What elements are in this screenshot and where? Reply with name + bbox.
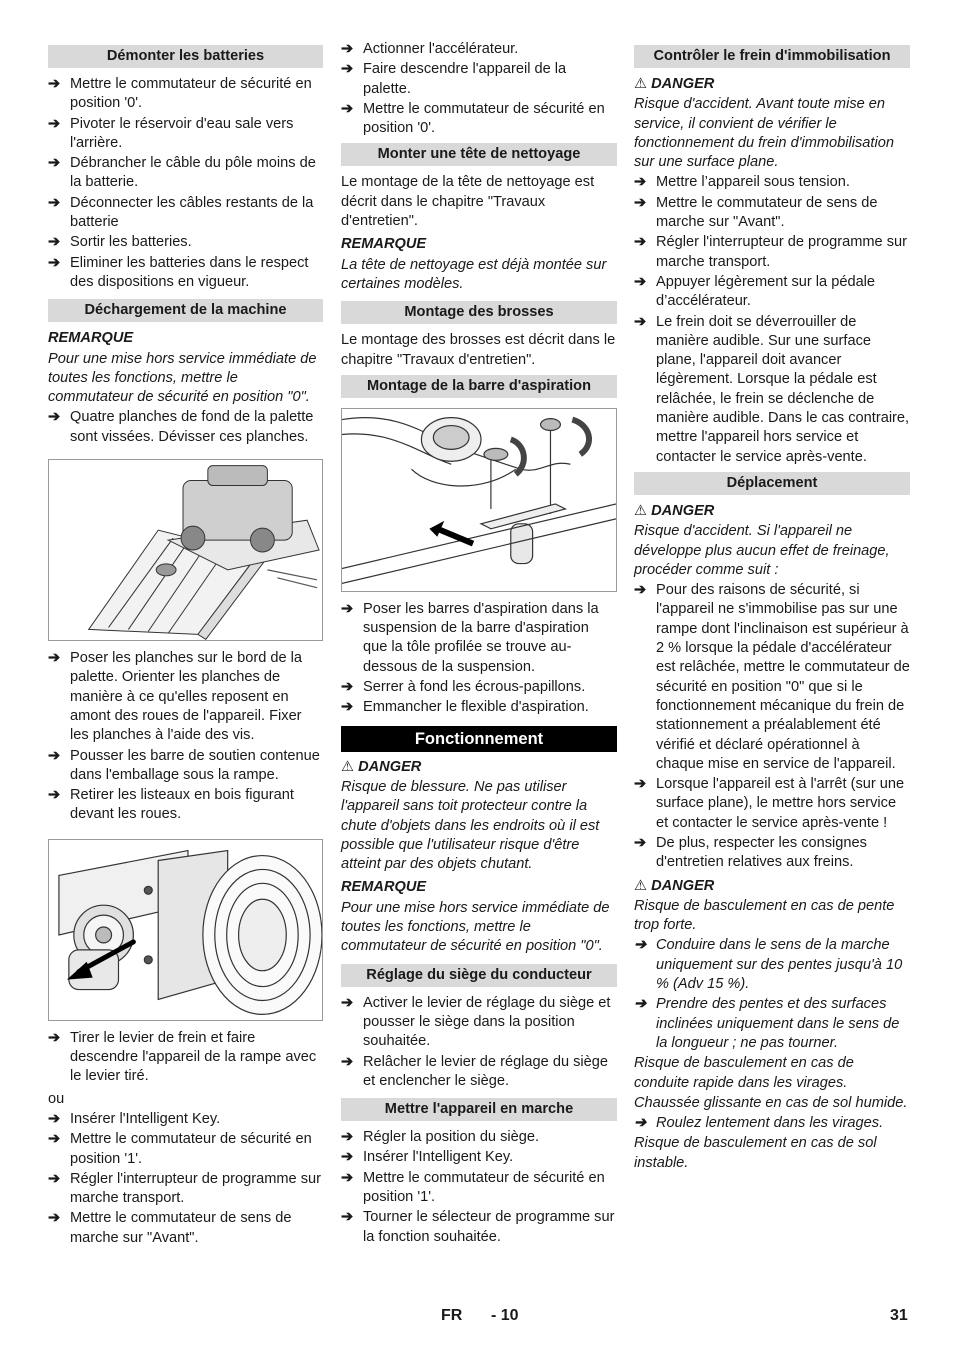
danger-label-deplacement: ⚠ DANGER (634, 502, 715, 519)
arrow-icon: ➔ (341, 41, 354, 57)
heading-marche: Mettre l'appareil en marche (341, 1098, 617, 1121)
warning-icon: ⚠ (634, 502, 648, 519)
arrow-icon: ➔ (48, 747, 61, 764)
list-item (48, 254, 323, 293)
list-item-text: Régler l'interrupteur de programme sur marche transport. (656, 234, 907, 270)
figure-brake-lever (48, 839, 323, 1021)
list-item (341, 600, 617, 677)
list-item-text: Quatre planches de fond de la palette sont vissées. Dévisser ces planches. (70, 409, 314, 445)
list-item-text: Mettre le commutateur de sens de marche sur "Avant". (70, 1210, 292, 1246)
list-marche (341, 1128, 617, 1247)
list-item-text: Mettre le commutateur de sens de marche sur "Avant". (656, 194, 878, 231)
list-item-text: Appuyer légèrement sur la pédale d’accélérateur. (656, 273, 876, 310)
list-item (341, 678, 617, 697)
list-item (48, 1170, 323, 1209)
arrow-icon: ➔ (48, 787, 61, 804)
list-item-text: Déconnecter les câbles restants de la batterie (70, 194, 314, 231)
list-siege (341, 994, 617, 1091)
heading-deplacement: Déplacement (634, 472, 910, 495)
list-item (48, 1110, 323, 1129)
list-item (48, 115, 323, 154)
list-barre (341, 600, 617, 718)
list-item (48, 1130, 323, 1169)
list-item (48, 1029, 323, 1087)
arrow-icon: ➔ (341, 1209, 354, 1226)
arrow-icon: ➔ (48, 1170, 61, 1187)
arrow-icon: ➔ (48, 155, 61, 172)
list-item-text: Eliminer les batteries dans le respect des dispositions en vigueur. (70, 254, 309, 290)
arrow-icon: ➔ (48, 115, 61, 132)
footer-lang: FR (441, 1307, 463, 1324)
list-item (341, 994, 617, 1052)
danger-label-pente: ⚠ DANGER (634, 877, 715, 894)
list-item-text: Poser les planches sur le bord de la palette. Orienter les planches de manière à ce qu'elles reposent en amont des roues de l'appareil. Fixer les planches à l'aide des vis. (70, 650, 303, 744)
arrow-icon: ➔ (341, 61, 354, 78)
list-item-text: Actionner l'accélérateur. (363, 41, 519, 57)
danger-label-frein: ⚠ DANGER (634, 76, 715, 92)
list-item (634, 173, 910, 192)
arrow-icon: ➔ (341, 679, 354, 696)
list-item-text: Insérer l'Intelligent Key. (70, 1110, 221, 1127)
arrow-icon: ➔ (634, 776, 647, 793)
arrow-icon: ➔ (634, 234, 647, 251)
list-item-text: Pousser les barre de soutien contenue dans l'emballage sous la rampe. (70, 747, 320, 783)
heading-frein: Contrôler le frein d'immobilisation (634, 45, 910, 68)
arrow-icon: ➔ (341, 600, 354, 617)
list-item (634, 273, 910, 312)
arrow-icon: ➔ (341, 1053, 354, 1070)
sol-humide-text: Chaussée glissante en cas de sol humide. (634, 1094, 908, 1111)
list-item-text: De plus, respecter les consignes d'entretien relatives aux freins. (656, 834, 867, 871)
column-left (48, 40, 323, 1249)
figure-squeegee-mount (341, 408, 617, 592)
list-item-text: Faire descendre l'appareil de la palette. (363, 61, 567, 97)
sol-instable-text: Risque de basculement en cas de sol instable. (634, 1135, 877, 1171)
monter-tete-text: Le montage de la tête de nettoyage est décrit dans le chapitre "Travaux d'entretien". (341, 174, 595, 230)
arrow-icon: ➔ (48, 1029, 61, 1046)
list-item-text: Mettre le commutateur de sécurité en position '0'. (70, 76, 312, 112)
arrow-icon: ➔ (341, 1129, 354, 1146)
heading-demonter-batteries: Démonter les batteries (48, 45, 323, 68)
arrow-icon: ➔ (634, 834, 647, 851)
list-item-text: Mettre le commutateur de sécurité en position '1'. (363, 1169, 605, 1205)
brake-lever-illustration (49, 840, 322, 1020)
warning-icon: ⚠ (341, 758, 355, 775)
arrow-icon: ➔ (48, 1110, 61, 1127)
list-item (48, 649, 323, 745)
arrow-icon: ➔ (48, 1131, 61, 1148)
list-item (341, 60, 617, 99)
brosses-text: Le montage des brosses est décrit dans le chapitre "Travaux d'entretien". (341, 332, 616, 368)
remarque-label-3: REMARQUE (341, 879, 427, 896)
list-item (634, 775, 910, 833)
arrow-icon: ➔ (341, 1169, 354, 1186)
warning-icon: ⚠ (634, 877, 648, 894)
list-item-text: Activer le levier de réglage du siège et pousser le siège dans la position souhaitée. (363, 994, 611, 1050)
list-item (341, 1128, 617, 1147)
list-virage (634, 1114, 910, 1133)
virage-text: Risque de basculement en cas de conduite rapide dans les virages. (634, 1055, 854, 1091)
column-right (634, 40, 910, 1174)
list-item-text: Débrancher le câble du pôle moins de la batterie. (70, 155, 316, 191)
list-item-text: Serrer à fond les écrous-papillons. (363, 679, 586, 696)
danger-text-pente: Risque de basculement en cas de pente trop forte. (634, 897, 895, 934)
remarque-text: Pour une mise hors service immédiate de toutes les fonctions, mettre le commutateur de sécurité en position "0". (48, 350, 317, 406)
list-item (48, 747, 323, 786)
arrow-icon: ➔ (48, 1210, 61, 1227)
list-item (48, 786, 323, 825)
list-dechargement-d (48, 1110, 323, 1248)
list-demonter (48, 75, 323, 292)
arrow-icon: ➔ (48, 650, 61, 667)
list-item (341, 40, 617, 59)
arrow-icon: ➔ (341, 100, 354, 117)
list-item (48, 408, 323, 447)
list-item-text: Relâcher le levier de réglage du siège et enclencher le siège. (363, 1053, 609, 1089)
list-item-text: Tourner le sélecteur de programme sur la fonction souhaitée. (363, 1209, 615, 1245)
list-item (48, 194, 323, 233)
danger-text-frein: Risque d'accident. Avant toute mise en service, il convient de vérifier le fonctionnement du frein d'immobilisation sur une surface plane. (634, 96, 894, 171)
arrow-icon: ➔ (634, 582, 647, 599)
arrow-icon: ➔ (341, 699, 354, 716)
list-item (48, 154, 323, 193)
arrow-icon: ➔ (341, 994, 354, 1011)
list-item-text: Conduire dans le sens de la marche uniquement sur des pentes jusqu'à 10 % (Adv 15 %). (656, 937, 903, 993)
list-item-text: Tirer le levier de frein et faire descendre l'appareil de la rampe avec le levier tiré. (70, 1029, 317, 1085)
list-item (341, 1053, 617, 1092)
list-item-text: Emmancher le flexible d'aspiration. (363, 699, 589, 716)
list-item-text: Mettre le commutateur de sécurité en position '1'. (70, 1131, 312, 1167)
heading-fonctionnement: Fonctionnement (341, 726, 617, 752)
heading-dechargement: Déchargement de la machine (48, 299, 323, 322)
list-item-text: Sortir les batteries. (70, 234, 192, 251)
list-item-text: Insérer l'Intelligent Key. (363, 1149, 514, 1166)
heading-monter-tete: Monter une tête de nettoyage (341, 143, 617, 166)
list-item-text: Pivoter le réservoir d'eau sale vers l'arrière. (70, 115, 294, 151)
list-item-text: Prendre des pentes et des surfaces inclinées uniquement dans le sens de la longueur ; ne pas tourner. (656, 996, 900, 1051)
list-item-text: Retirer les listeaux en bois figurant devant les roues. (70, 787, 294, 823)
list-item-text: Pour des raisons de sécurité, si l'appareil ne s'immobilise pas sur une rampe dont l'inclinaison est supérieur à 2 % lorsque la pédale d'accélérateur est relâchée, mettre le commutateur de sécurité en position "0" que si le fonctionnement mécanique du frein de stationnement a préalablement été vérifié et déclaré opérationnel à chaque mise en service de l'appareil. (656, 582, 910, 772)
remarque-text-2: La tête de nettoyage est déjà montée sur certaines modèles. (341, 256, 607, 292)
list-item (48, 233, 323, 252)
list-dechargement-b (48, 649, 323, 825)
list-item (48, 1209, 323, 1248)
list-item (634, 581, 910, 774)
list-item-text: Mettre le commutateur de sécurité en position '0'. (363, 100, 605, 137)
danger-text-deplacement: Risque d'accident. Si l'appareil ne développe plus aucun effet de freinage, procéder comme suit : (634, 523, 890, 578)
list-pente (634, 936, 910, 1053)
list-item (634, 313, 910, 467)
warning-icon: ⚠ (634, 76, 648, 92)
danger-label: ⚠ DANGER (341, 758, 422, 775)
heading-barre-aspiration: Montage de la barre d'aspiration (341, 375, 617, 398)
squeegee-mount-illustration (342, 409, 616, 591)
footer-page-number: 31 (890, 1307, 908, 1324)
list-item (341, 1148, 617, 1167)
list-dechargement-a (48, 408, 323, 447)
list-item-text: Régler l'interrupteur de programme sur marche transport. (70, 1170, 321, 1207)
list-item (341, 1169, 617, 1208)
figure-machine-on-pallet (48, 459, 323, 641)
danger-text: Risque de blessure. Ne pas utiliser l'appareil sans toit protecteur contre la chute d'objets dans les endroits où il est possible que l'utilisateur risque d'être atteint par des objets chutant. (341, 778, 600, 873)
arrow-icon: ➔ (634, 937, 647, 954)
list-item (341, 1208, 617, 1247)
list-item (634, 936, 910, 994)
list-item-text: Roulez lentement dans les virages. (656, 1115, 884, 1132)
list-item (634, 834, 910, 873)
arrow-icon: ➔ (634, 1115, 647, 1132)
list-item-text: Le frein doit se déverrouiller de manière audible. Sur une surface plane, l'appareil doit avancer légèrement. Lorsque la pédale est relâchée, le frein se déclenche de manière audible. Dans le cas contraire, mettre l'appareil hors service et contacter le service après-vente. (656, 313, 910, 465)
arrow-icon: ➔ (48, 409, 61, 426)
list-item (48, 75, 323, 114)
list-item-text: Poser les barres d'aspiration dans la suspension de la barre d'aspiration que la tôle profilée se trouve au-dessous de la suspension. (363, 600, 599, 675)
footer-local-page: - 10 (491, 1307, 519, 1324)
column-middle (341, 40, 617, 1248)
arrow-icon: ➔ (48, 234, 61, 251)
arrow-icon: ➔ (634, 194, 647, 211)
list-top (341, 40, 617, 138)
remarque-label: REMARQUE (48, 330, 134, 347)
arrow-icon: ➔ (48, 194, 61, 211)
arrow-icon: ➔ (48, 76, 61, 92)
list-item-text: Mettre l’appareil sous tension. (656, 174, 850, 191)
heading-siege: Réglage du siège du conducteur (341, 964, 617, 987)
arrow-icon: ➔ (634, 996, 647, 1013)
remarque-text-3: Pour une mise hors service immédiate de toutes les fonctions, mettre le commutateur de sécurité en position "0". (341, 899, 610, 955)
list-item-text: Régler la position du siège. (363, 1129, 540, 1146)
arrow-icon: ➔ (341, 1149, 354, 1166)
list-item (634, 194, 910, 233)
machine-on-pallet-illustration (49, 460, 322, 640)
list-item (634, 1114, 910, 1133)
arrow-icon: ➔ (634, 174, 647, 191)
list-item (634, 233, 910, 272)
list-item (341, 698, 617, 717)
list-frein (634, 173, 910, 466)
arrow-icon: ➔ (634, 273, 647, 290)
ou-text: ou (48, 1090, 65, 1107)
arrow-icon: ➔ (48, 254, 61, 271)
list-deplacement (634, 581, 910, 872)
list-item (341, 100, 617, 139)
list-dechargement-c (48, 1029, 323, 1087)
remarque-label-2: REMARQUE (341, 236, 427, 253)
arrow-icon: ➔ (634, 313, 647, 330)
list-item (634, 995, 910, 1053)
list-item-text: Lorsque l'appareil est à l'arrêt (sur une surface plane), le mettre hors service et contacter le service après-vente ! (656, 776, 905, 831)
heading-brosses: Montage des brosses (341, 301, 617, 324)
